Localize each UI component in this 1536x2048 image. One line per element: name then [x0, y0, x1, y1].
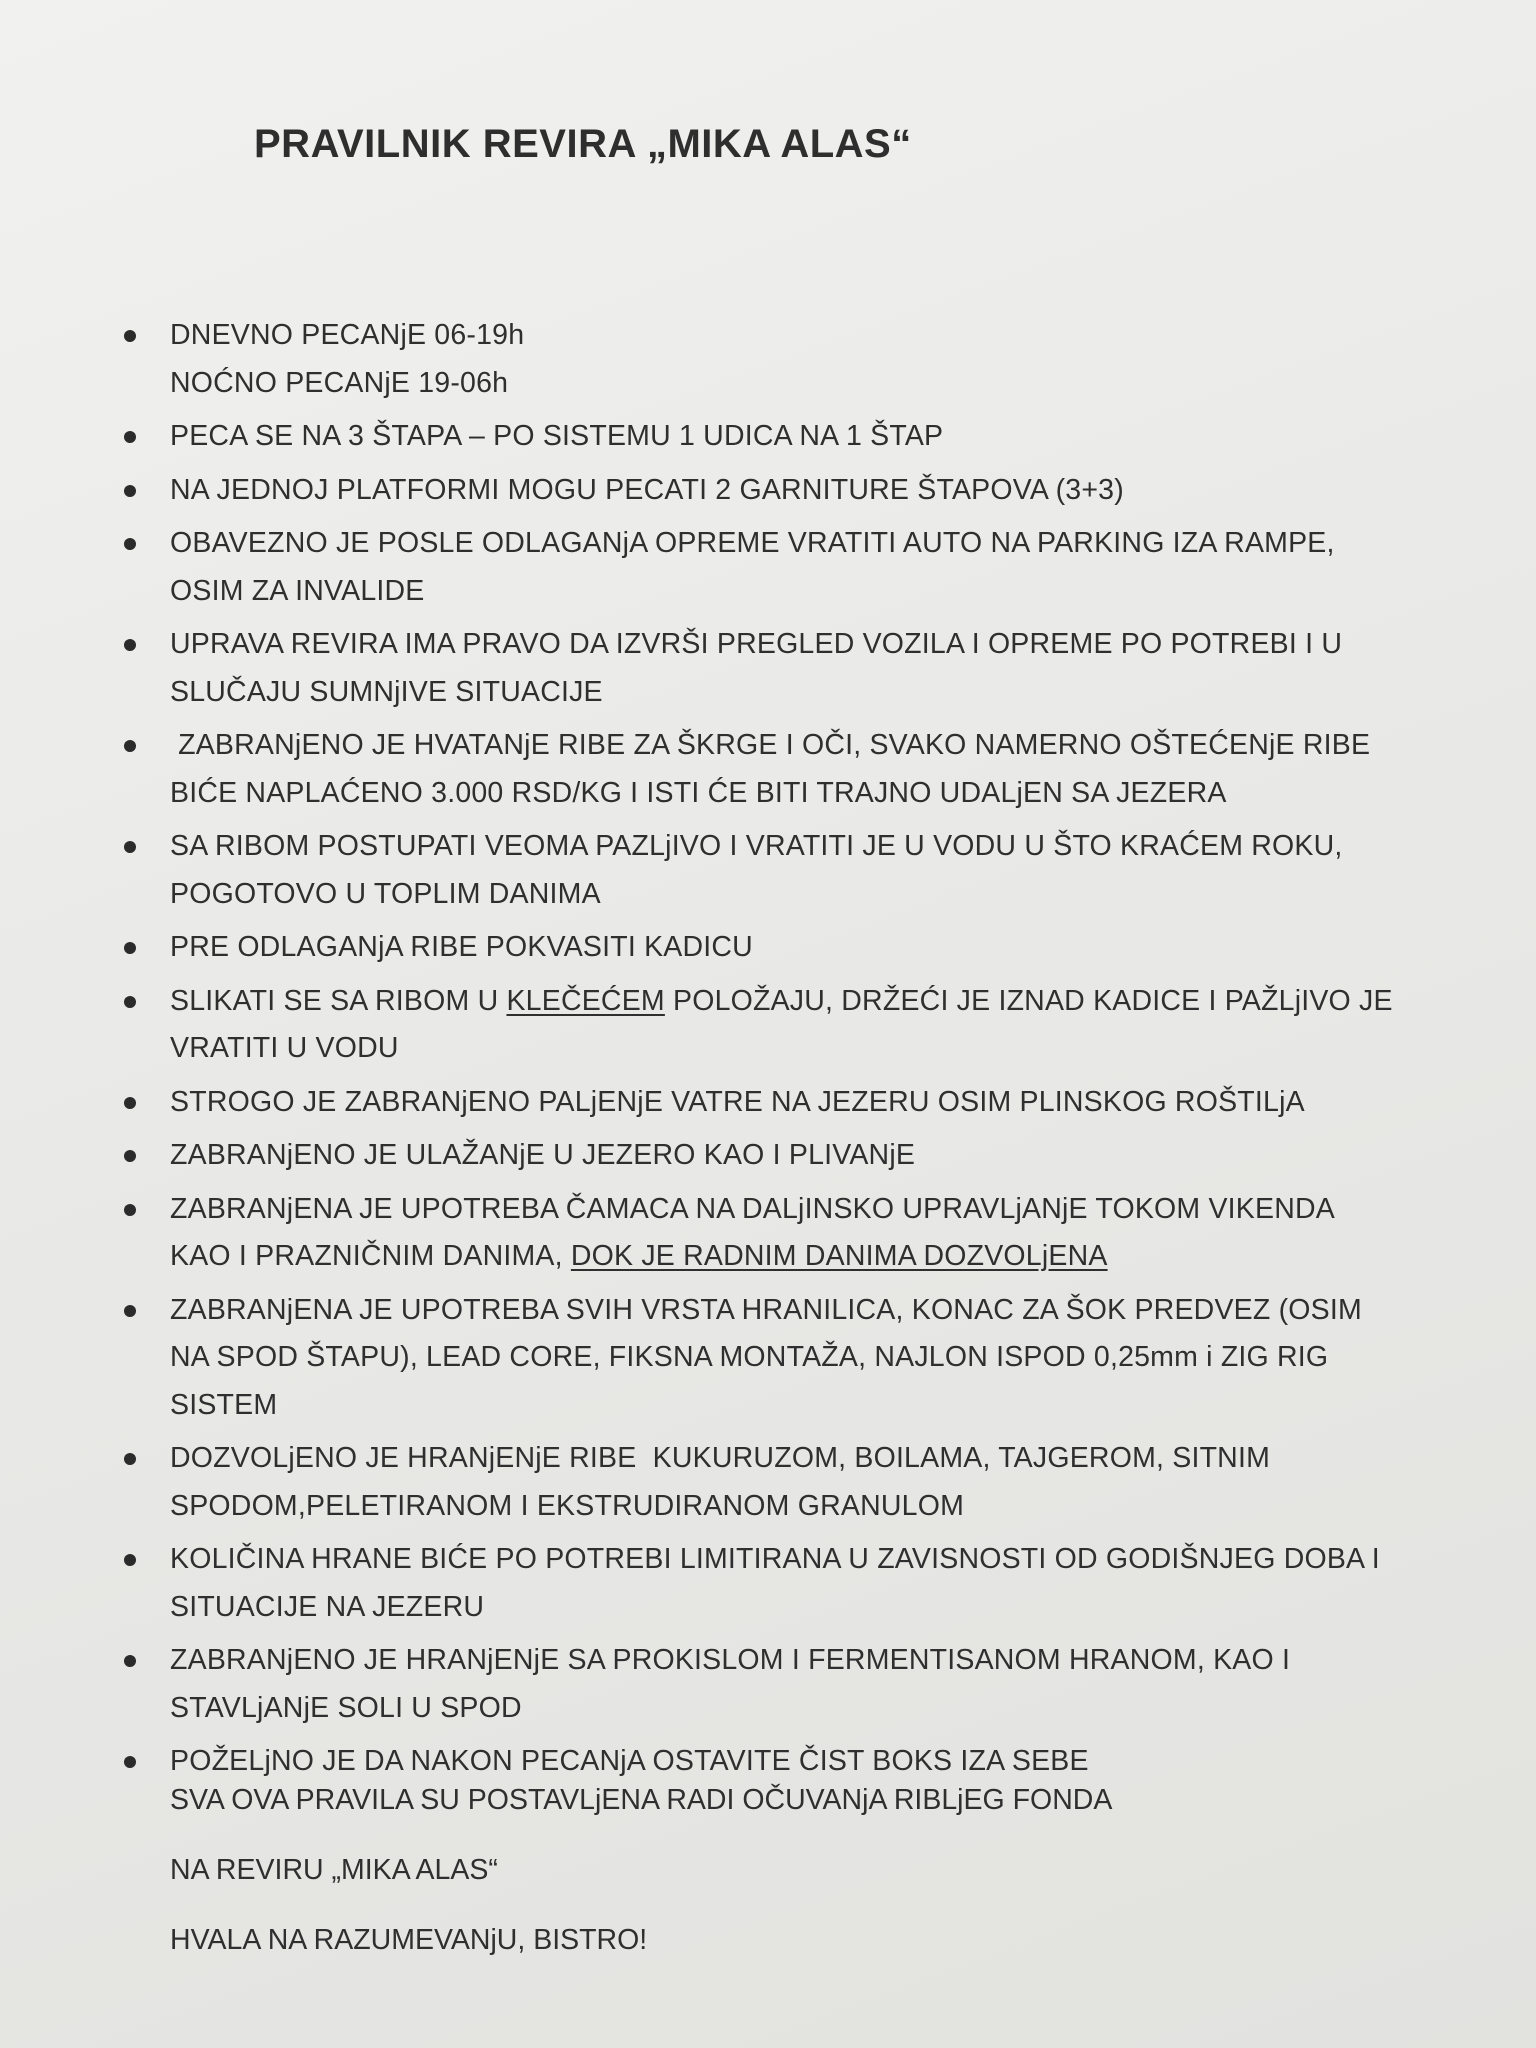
bullet-icon — [124, 1305, 136, 1317]
rule-feed-limit — [118, 1536, 1418, 1631]
rule-text: POLOŽAJU, DRŽEĆI JE IZNAD KADICE I PAŽLjIVO JE — [664, 984, 1393, 1017]
bullet-icon — [124, 485, 136, 497]
rule-platform — [118, 467, 1418, 515]
rule-line: ZABRANjENA JE UPOTREBA SVIH VRSTA HRANILICA, KONAC ZA ŠOK PREDVEZ (OSIM — [170, 1293, 1362, 1326]
rule-line: OBAVEZNO JE POSLE ODLAGANjA OPREME VRATITI AUTO NA PARKING IZA RAMPE, — [170, 527, 1335, 559]
bullet-icon — [124, 431, 136, 443]
rules-list — [118, 312, 1418, 1792]
rule-line: DOZVOLjENO JE HRANjENjE RIBE KUKURUZOM, BOILAMA, TAJGEROM, SITNIM — [170, 1442, 1271, 1474]
bullet-icon — [124, 1453, 136, 1465]
rule-line: ZABRANjENO JE ULAŽANjE U JEZERO KAO I PLIVANjE — [170, 1139, 916, 1171]
bullet-icon — [124, 996, 136, 1008]
bullet-icon — [124, 1150, 136, 1162]
rule-inspection — [118, 621, 1418, 716]
underlined-text: DOK JE RADNIM DANIMA DOZVOLjENA — [570, 1240, 1108, 1272]
rule-no-fire — [118, 1079, 1418, 1127]
bullet-icon — [124, 1204, 136, 1216]
rule-line: STAVLjANjE SOLI U SPOD — [170, 1691, 522, 1724]
rule-wet-tub — [118, 924, 1418, 972]
rule-text: SLIKATI SE SA RIBOM U — [170, 984, 507, 1017]
bullet-icon — [124, 740, 136, 752]
rule-line: STROGO JE ZABRANjENO PALjENjE VATRE NA JEZERU OSIM PLINSKOG ROŠTILjA — [170, 1085, 1305, 1118]
bullet-icon — [124, 1554, 136, 1566]
rule-line: NA JEDNOJ PLATFORMI MOGU PECATI 2 GARNITURE ŠTAPOVA (3+3) — [170, 473, 1124, 506]
rule-line: ZABRANjENA JE UPOTREBA ČAMACA NA DALjINSKO UPRAVLjANjE TOKOM VIKENDA — [170, 1192, 1335, 1225]
rule-rc-boats — [118, 1186, 1418, 1281]
closing-line: SVA OVA PRAVILA SU POSTAVLjENA RADI OČUVANjA RIBLjEG FONDA — [170, 1784, 1113, 1816]
rule-clean-box — [118, 1738, 1418, 1786]
rule-line: VRATITI U VODU — [170, 1032, 399, 1064]
rule-line: OSIM ZA INVALIDE — [170, 574, 425, 607]
bullet-icon — [124, 1756, 136, 1768]
rule-line: BIĆE NAPLAĆENO 3.000 RSD/KG I ISTI ĆE BITI TRAJNO UDALjEN SA JEZERA — [170, 776, 1227, 809]
bullet-icon — [124, 639, 136, 651]
rule-tackle — [118, 1287, 1418, 1430]
rule-line: NA SPOD ŠTAPU), LEAD CORE, FIKSNA MONTAŽA, NAJLON ISPOD 0,25mm i ZIG RIG — [170, 1341, 1329, 1373]
rule-text: KAO I PRAZNIČNIM DANIMA, — [170, 1240, 571, 1272]
rule-photo — [118, 978, 1418, 1073]
rule-line: SA RIBOM POSTUPATI VEOMA PAZLjIVO I VRATITI JE U VODU U ŠTO KRAĆEM ROKU, — [170, 830, 1343, 862]
rule-forbidden-feed — [118, 1637, 1418, 1732]
underlined-text: KLEČEĆEM — [506, 984, 665, 1017]
rule-rod-count — [118, 413, 1418, 461]
rule-fishing-hours — [118, 312, 1418, 407]
rule-allowed-bait — [118, 1435, 1418, 1530]
rule-line: DNEVNO PECANjE 06-19h — [170, 319, 525, 351]
rule-line: POGOTOVO U TOPLIM DANIMA — [170, 877, 601, 910]
bullet-icon — [124, 1097, 136, 1109]
bullet-icon — [124, 538, 136, 550]
rule-parking — [118, 520, 1418, 615]
rule-line: ZABRANjENO JE HRANjENjE SA PROKISLOM I FERMENTISANOM HRANOM, KAO I — [170, 1644, 1291, 1676]
closing-notes — [170, 1782, 1112, 1992]
rule-no-swimming — [118, 1132, 1418, 1180]
rule-line: POŽELjNO JE DA NAKON PECANjA OSTAVITE ČIST BOKS IZA SEBE — [170, 1745, 1089, 1777]
rule-line: SLUČAJU SUMNjIVE SITUACIJE — [170, 675, 603, 708]
rule-line: SPODOM,PELETIRANOM I EKSTRUDIRANOM GRANULOM — [170, 1489, 965, 1522]
closing-line: HVALA NA RAZUMEVANjU, BISTRO! — [170, 1924, 648, 1956]
rule-line: ZABRANjENO JE HVATANjE RIBE ZA ŠKRGE I OČI, SVAKO NAMERNO OŠTEĆENjE RIBE — [170, 729, 1371, 761]
rule-line: UPRAVA REVIRA IMA PRAVO DA IZVRŠI PREGLED VOZILA I OPREME PO POTREBI I U — [170, 628, 1343, 660]
rule-line: KOLIČINA HRANE BIĆE PO POTREBI LIMITIRANA U ZAVISNOSTI OD GODIŠNJEG DOBA I — [170, 1543, 1380, 1575]
closing-line: NA REVIRU „MIKA ALAS“ — [170, 1854, 498, 1886]
rule-line — [170, 1233, 1418, 1281]
rule-fish-damage — [118, 722, 1418, 817]
rule-line — [170, 978, 1418, 1026]
rule-line: PECA SE NA 3 ŠTAPA – PO SISTEMU 1 UDICA NA 1 ŠTAP — [170, 420, 944, 452]
rule-line: SITUACIJE NA JEZERU — [170, 1590, 485, 1623]
page-title: PRAVILNIK REVIRA „MIKA ALAS“ — [254, 122, 912, 166]
rule-careful-handling — [118, 823, 1418, 918]
bullet-icon — [124, 1655, 136, 1667]
rule-line: PRE ODLAGANjA RIBE POKVASITI KADICU — [170, 931, 753, 963]
rule-line: NOĆNO PECANjE 19-06h — [170, 366, 509, 399]
bullet-icon — [124, 841, 136, 853]
bullet-icon — [124, 330, 136, 342]
bullet-icon — [124, 942, 136, 954]
rule-line: SISTEM — [170, 1388, 278, 1421]
